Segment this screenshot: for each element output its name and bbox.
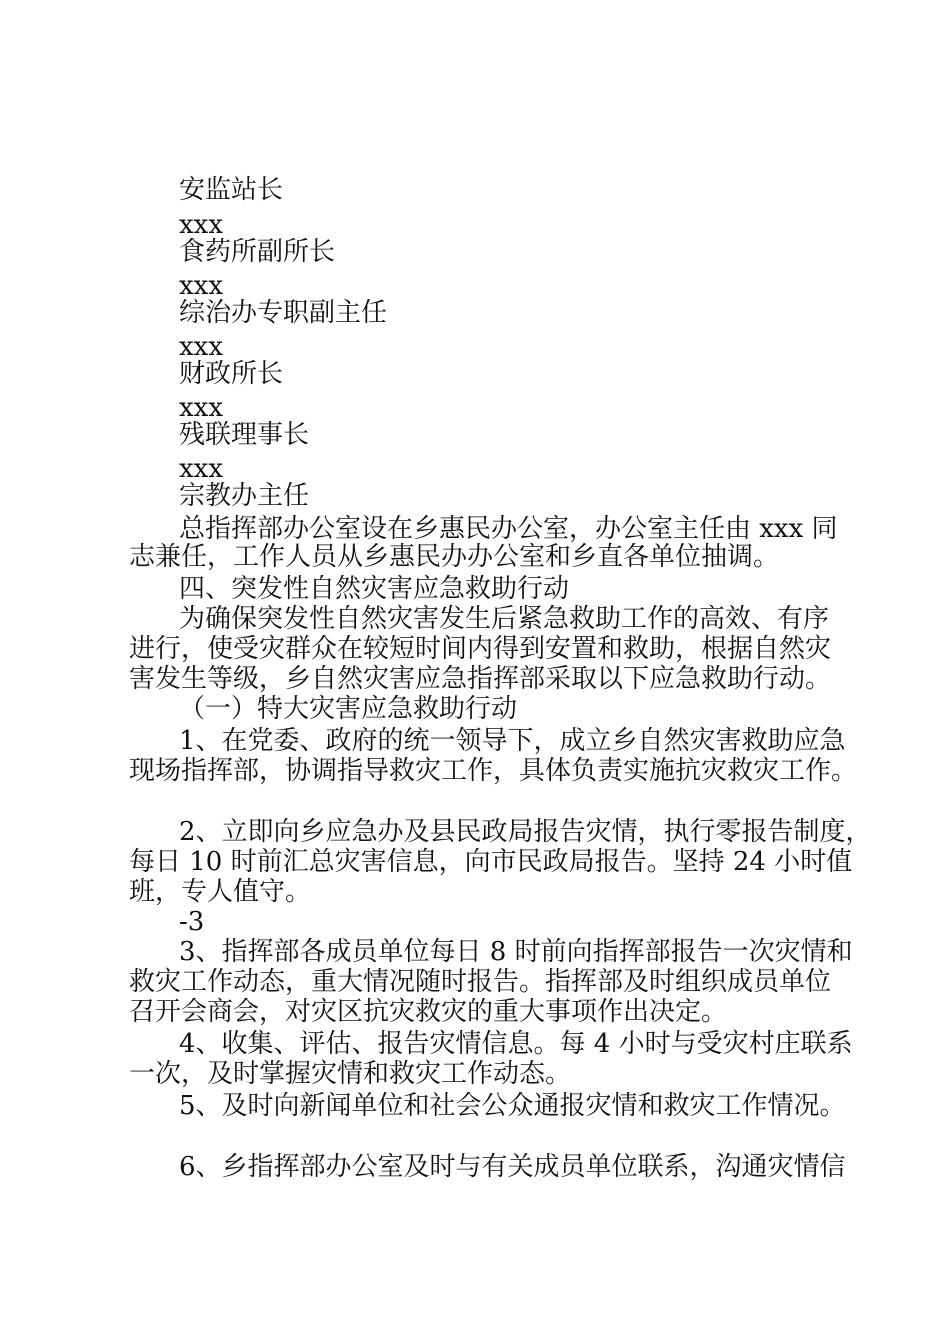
list-item-line: 现场指挥部，协调指导救灾工作，具体负责实施抗灾救灾工作。	[129, 756, 858, 786]
roster-line: 宗教办主任	[179, 481, 310, 511]
list-item-line: 每日 10 时前汇总灾害信息，向市民政局报告。坚持 24 小时值	[129, 847, 853, 877]
subsection-heading: （一）特大灾害应急救助行动	[179, 694, 518, 724]
roster-line: 食药所副所长	[179, 237, 336, 267]
roster-line: xxx	[179, 210, 223, 240]
list-item-line: 2、立即向乡应急办及县民政局报告灾情，执行零报告制度，	[179, 817, 872, 847]
list-item-line: 6、乡指挥部办公室及时与有关成员单位联系，沟通灾情信	[179, 1152, 846, 1182]
list-item-line: 召开会商会，对灾区抗灾救灾的重大事项作出决定。	[129, 997, 728, 1027]
roster-line: xxx	[179, 271, 223, 301]
list-item-line: 一次，及时掌握灾情和救灾工作动态。	[129, 1059, 572, 1089]
list-item-line: 班，专人值守。	[129, 877, 312, 907]
list-item-line: 3、指挥部各成员单位每日 8 时前向指挥部报告一次灾情和	[179, 937, 853, 967]
paragraph-line: 害发生等级，乡自然灾害应急指挥部采取以下应急救助行动。	[129, 664, 832, 694]
roster-line: 财政所长	[179, 359, 284, 389]
roster-line: xxx	[179, 393, 223, 423]
page-number: -3	[179, 907, 205, 937]
roster-line: xxx	[179, 332, 223, 362]
list-item-line: 4、收集、评估、报告灾情信息。每 4 小时与受灾村庄联系	[179, 1029, 853, 1059]
section-heading: 四、突发性自然灾害应急救助行动	[179, 574, 570, 604]
paragraph-line: 志兼任，工作人员从乡惠民办办公室和乡直各单位抽调。	[129, 542, 780, 572]
roster-line: 残联理事长	[179, 420, 310, 450]
roster-line: xxx	[179, 454, 223, 484]
paragraph-line: 为确保突发性自然灾害发生后紧急救助工作的高效、有序	[179, 604, 830, 634]
roster-line: 安监站长	[179, 175, 284, 205]
list-item-line: 救灾工作动态，重大情况随时报告。指挥部及时组织成员单位	[129, 967, 832, 997]
list-item-line: 5、及时向新闻单位和社会公众通报灾情和救灾工作情况。	[179, 1091, 846, 1121]
list-item-line: 1、在党委、政府的统一领导下，成立乡自然灾害救助应急	[179, 726, 846, 756]
paragraph-line: 总指挥部办公室设在乡惠民办公室，办公室主任由 xxx 同	[179, 514, 838, 544]
paragraph-line: 进行，使受灾群众在较短时间内得到安置和救助，根据自然灾	[129, 634, 832, 664]
roster-line: 综治办专职副主任	[179, 298, 388, 328]
